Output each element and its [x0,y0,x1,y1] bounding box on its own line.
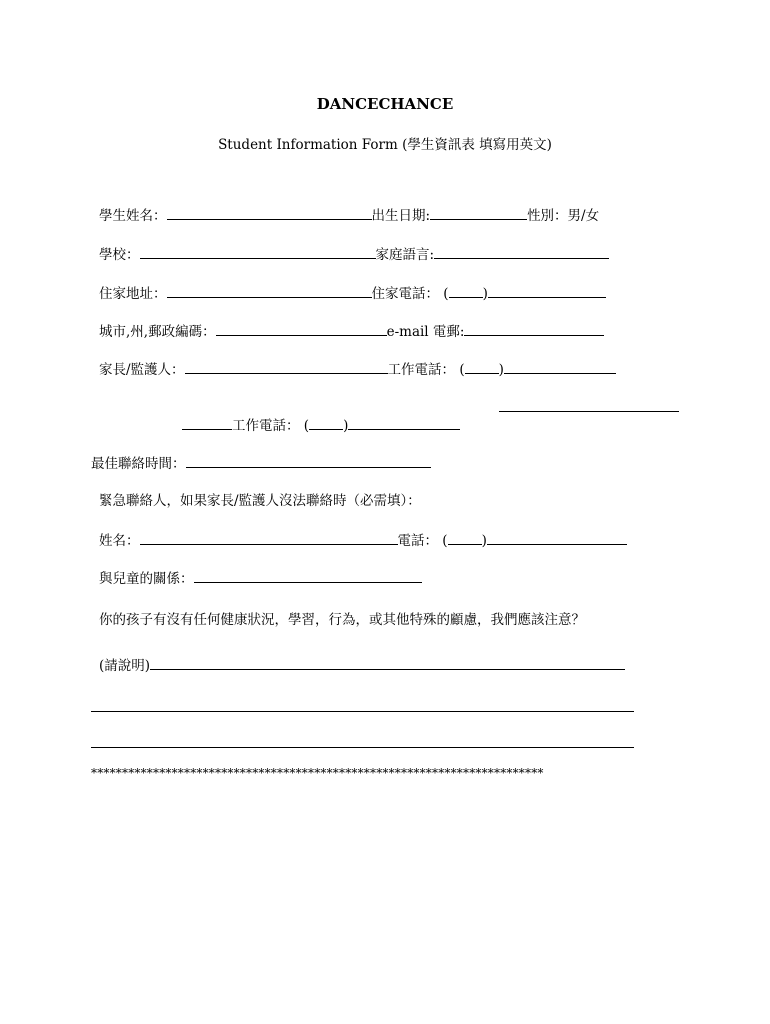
school-field[interactable] [140,246,376,259]
birth-date-label: 出生日期: [371,208,431,224]
explain-line-2[interactable] [91,711,634,712]
emergency-phone-field[interactable] [487,532,627,545]
work-phone-2-paren-open: ( [303,418,310,434]
gender-label: 性別：男/女 [527,208,600,224]
work-phone-1-paren-close: ) [498,362,504,378]
school-label: 學校： [99,247,140,263]
student-name-row [99,207,599,224]
city-state-zip-label: 城市,州,郵政編碼： [99,324,216,340]
home-language-label: 家庭語言: [375,247,435,263]
address-row [99,285,606,302]
birth-date-field[interactable] [430,207,527,220]
emergency-phone-label: 電話： [397,533,438,549]
address-field[interactable] [167,285,372,298]
student-name-label: 學生姓名： [99,208,167,224]
work-phone-2-field[interactable] [348,417,460,430]
home-language-field[interactable] [434,246,609,259]
explain-row [99,657,625,674]
emergency-contact-heading: 緊急聯絡人，如果家長/監護人沒法聯絡時（必需填）： [99,493,421,509]
relationship-row [99,570,422,587]
relationship-label: 與兒童的關係： [99,571,194,587]
relationship-field[interactable] [194,570,422,583]
emergency-phone-paren-open: ( [442,533,448,549]
explain-field[interactable] [150,657,625,670]
separator-stars: ************************************************************************* [91,766,544,780]
home-phone-label: 住家電話： [371,286,439,302]
work-phone-1-paren-open: ( [459,362,465,378]
home-phone-paren-close: ) [482,286,488,302]
home-phone-field[interactable] [488,285,606,298]
guardian-field[interactable] [185,361,388,374]
work-phone-2-area-code-field[interactable] [309,417,343,430]
email-label: e-mail 電郵: [386,324,465,340]
work-phone-1-field[interactable] [504,361,616,374]
health-question: 你的孩子有沒有任何健康狀況，學習，行為，或其他特殊的顧慮，我們應該注意？ [99,612,585,628]
best-contact-time-row [91,455,431,472]
city-row [99,323,604,340]
emergency-name-row [99,532,627,549]
emergency-phone-area-code-field[interactable] [448,532,482,545]
guardian-label: 家長/監護人： [99,362,185,378]
home-phone-paren-open: ( [443,286,449,302]
work-phone-2-label: 工作電話： [232,418,300,434]
emergency-name-label: 姓名： [99,533,140,549]
work-phone-1-area-code-field[interactable] [465,361,499,374]
work-phone-2-paren-close: ) [343,418,349,434]
guardian-row [99,361,616,378]
form-title: DANCECHANCE [316,95,454,113]
work-phone-2-row [182,417,460,434]
form-subtitle: Student Information Form (學生資訊表 填寫用英文) [218,137,552,153]
address-label: 住家地址： [99,286,167,302]
extra-line-field[interactable] [499,411,679,412]
home-phone-area-code-field[interactable] [449,285,483,298]
work-phone-2-prefix-field[interactable] [182,417,232,430]
emergency-phone-paren-close: ) [481,533,487,549]
emergency-name-field[interactable] [140,532,398,545]
best-contact-time-label: 最佳聯絡時間： [91,456,186,472]
work-phone-1-label: 工作電話： [387,362,456,378]
student-name-field[interactable] [167,207,372,220]
best-contact-time-field[interactable] [186,455,431,468]
email-field[interactable] [464,323,604,336]
city-state-zip-field[interactable] [216,323,387,336]
school-row [99,246,609,263]
please-explain-label: (請說明) [99,658,151,674]
explain-line-3[interactable] [91,747,634,748]
